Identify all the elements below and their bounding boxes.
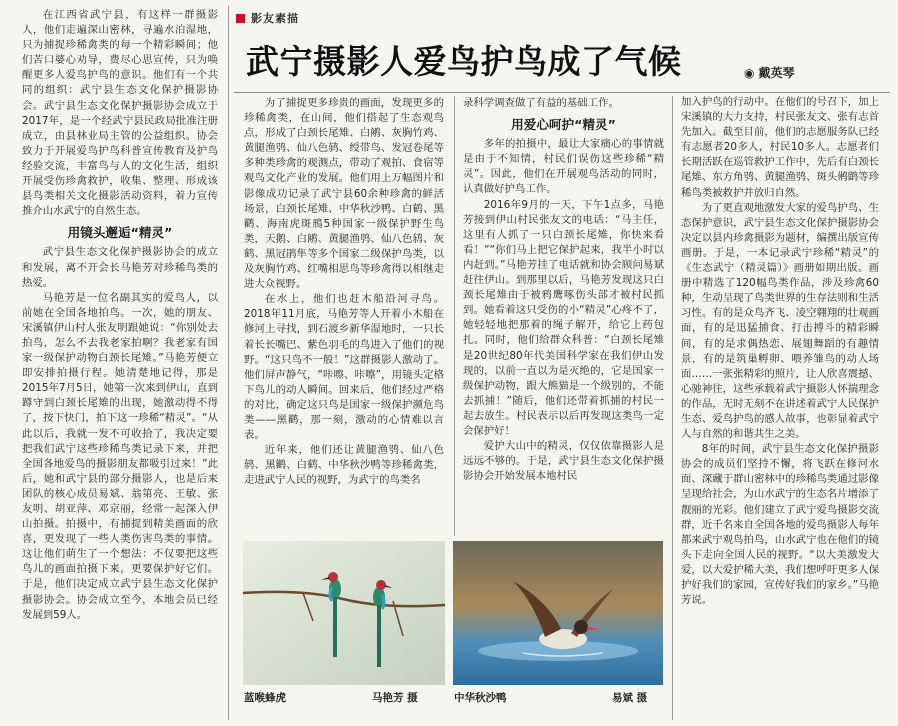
paragraph: 多年的拍摄中，最让大家痛心的事情就是由于不知情，村民们误伤这些珍稀“精灵”。因此，他们在开展观鸟活动的同时，认真做好护鸟工作。 (463, 138, 664, 196)
paragraph: 为了更直观地激发大家的爱鸟护鸟、生态保护意识，武宁县生态文化保护摄影协会决定以县内珍禽摄影为题材，编撰出版宣传画册。于是，一本记录武宁珍稀“精灵”的《生态武宁（精灵篇）》画册如期出版。画册中精选了120幅鸟类作品，涉及珍禽60种，生动呈现了鸟类世界的生存法则和生活习性。有的是众鸟齐飞、凌空翱翔的壮观画面，有的是迅猛捕食、打击搏斗的精彩瞬间，有的是求偶热恋、展翅舞蹈的有趣情景，有的是筑巢孵卵、喂养雏鸟的动人场面……一张张精彩的照片，让人欣喜震撼、心驰神往，这些承载着武宁摄影人怀揣理念的作品，无时无刻不在讲述着武宁人民保护生态、爱鸟护鸟的感人故事，也彰显着武宁人与自然的和谐共生之美。 (681, 201, 879, 441)
article-column-2 (244, 96, 444, 488)
section-tag-label: 影友素描 (251, 12, 299, 25)
paragraph: 录科学调查做了有益的基础工作。 (463, 97, 619, 109)
column-divider-3 (672, 96, 673, 720)
photo-merganser (453, 541, 663, 685)
subheading-care: 用爱心呵护“精灵” (511, 117, 616, 133)
photo-caption-merganser: 中华秋沙鸭 (454, 692, 507, 704)
column-divider-2 (454, 96, 455, 536)
section-tag (236, 10, 299, 26)
paragraph: 爱护大山中的精灵，仅仅依靠摄影人是远远不够的。于是，武宁县生态文化保护摄影协会开始发展本地村民 (463, 440, 664, 483)
paragraph: 8年的时间，武宁县生态文化保护摄影协会的成员们坚持不懈，将飞跃在修河水面、深藏于群山密林中的珍稀鸟类通过影像呈现给社会，为山水武宁的生态名片增添了靓丽的光彩。他们建立了武宁爱鸟摄影交流群，近千名来自全国各地的爱鸟摄影人每年都来武宁观鸟拍鸟，山水武宁也在他们的镜头下走向全国人民的视野。“以大美激发大爱，以大爱护稀大美，我们想呼吁更多人保护好我们的家园，宣传好我们的家乡。”马艳芳说。 (681, 443, 879, 607)
column-divider-1 (228, 6, 229, 720)
article-column-4 (681, 95, 879, 608)
photo-credit-bee-eaters: 马艳芳 摄 (372, 692, 418, 704)
paragraph: 加入护鸟的行动中。在他们的号召下，加上宋溪镇的大力支持，村民张友文、张有志首先加入。截至目前，他们的志愿服务队已经有志愿者20多人，村民10多人。志愿者们长期活跃在巡管救护工作中，先后有白颈长尾雉、东方角鸮、黄腿渔鸮、斑头鸺鹠等珍稀鸟类被救护并放归自然。 (681, 96, 879, 199)
byline (744, 64, 795, 81)
article-column-1 (22, 8, 218, 623)
byline-mark-icon: ◉ (744, 65, 755, 80)
merganser-illustration (453, 541, 663, 685)
subheading-lens: 用镜头邂逅“精灵” (67, 225, 173, 241)
section-tag-square-icon (236, 14, 245, 23)
photo-caption-bee-eaters: 蓝喉蜂虎 (244, 692, 286, 704)
paragraph: 2016年9月的一天，下午1点多，马艳芳接到伊山村民张友文的电话：“马主任，这里有人抓了一只白颈长尾雉，你快来看看！”“你们马上把它保护起来，我半小时以内赶到。”马艳芳挂了电话就和协会顾问易斌赶往伊山。到那里以后，马艳芳发现这只白颈长尾雉由于被鸦鹰啄伤头部才被村民抓到。她看着这只受伤的小“精灵”心疼不了，她轻轻地把那着的绳子解开，给它上药包扎。同时，他们给群众科普：“白颈长尾雉是20世纪80年代美国科学家在我们伊山发现的，以前一直以为是灭绝的，它是国家一级保护动物，跟大熊猫是一个级别的，不能去抓捕！”随后，他们还带着抓捕的村民一起去放生。村民表示以后再发现这类鸟一定会保护好！ (463, 198, 664, 437)
article-column-3 (463, 96, 664, 484)
paragraph: 马艳芳是一位名副其实的爱鸟人，以前她在全国各地拍鸟。一次，她的朋友、宋溪镇伊山村人张友明跟她说：“你别处去拍鸟，怎么不去我老家拍啊？我老家有国家一级保护动物白颈长尾雉。”马艳芳便立即安排拍摄行程。她清楚地记得，那是2015年7月5日，她第一次来到伊山，直到蹲守到白颈长尾雉的出现，她激动得不得了，按下快门，拍下这一珍稀“精灵”。“从此以后，我就一发不可收拾了，我决定要把我们武宁这些珍稀鸟类记录下来，并把全国各地爱鸟的摄影朋友都吸引过来！”此后，她和武宁县的部分摄影人，也是后来团队的核心成员易斌、翁第亮、王敏、张友明、胡亚萍、邓京丽，经常一起深入伊山拍摄。拍摄中，有捕捉到精美画面的欣喜，更发现了一些人类伤害鸟类的事情。这让他们萌生了一个想法：不仅要把这些鸟儿的画面拍摄下来，更要保护好它们。于是，他们决定成立武宁县生态文化保护摄影协会。协会成立至今，本地会员已经发展到59人。 (22, 291, 218, 621)
paragraph: 在水上，他们也赶木船沿河寻鸟。2018年11月底，马艳芳等人开着小木船在修河上寻找，到石渡乡新华湿地时，一只长着长长嘴巴、紫色羽毛的鸟进入了他们的视野。“这只鸟不一般！”这群摄影人激动了。他们屏声静气，“咔嚓、咔嚓”，用镜头定格下鸟儿的动人瞬间。回来后，他们经过严格的对比，确定这只鸟是国家一级保护濒危鸟类——黑鹳，那一刻，激动的心情难以言表。 (244, 293, 444, 442)
paragraph: 近年来，他们还让黄腿渔鸮、仙八色鸫、黑鹳、白鹤、中华秋沙鸭等珍稀禽类，走进武宁人民的视野，为武宁的鸟类名 (244, 444, 444, 487)
headline: 武宁摄影人爱鸟护鸟成了气候 (246, 42, 682, 81)
bee-eater-illustration (243, 541, 445, 685)
photo-credit-merganser: 易斌 摄 (612, 692, 648, 704)
paragraph: 为了捕捉更多珍贵的画面，发现更多的珍稀禽类，在山间，他们搭起了生态观鸟点，形成了白颈长尾雉、白鹇、灰胸竹鸡、黄腿渔鸮、仙八色鸫、绶带鸟、发冠卷尾等多种类珍禽的观测点，带动了观拍、食宿等观鸟文化产业的发展。他们用上万幅图片和影像成功记录了武宁县60余种珍禽的鲜活场景，白颈长尾雉、中华秋沙鸭、白鹤、黑鹳、海南虎斑鳽5种国家一级保护野生鸟类，天鹅、白鹇、黄腿渔鸮、仙八色鸫、灰鹤、黑冠鹃隼等多个国家二级保护鸟类，以及灰胸竹鸡、红嘴相思鸟等珍禽得以相继走进大众视野。 (244, 97, 444, 291)
byline-author: 戴英琴 (758, 66, 795, 80)
photo-bee-eaters (243, 541, 445, 685)
paragraph: 在江西省武宁县，有这样一群摄影人，他们走遍深山密林，寻遍水泊湿地，只为捕捉珍稀禽类的每一个精彩瞬间；他们苦口婆心劝导，费尽心思宣传，只为唤醒更多人爱鸟护鸟的意识。他们有一个共同的组织：武宁县生态文化保护摄影协会。武宁县生态文化保护摄影协会成立于2017年，是一个经武宁县民政局批准注册成立，由县林业局主管的公益组织。协会致力于开展爱鸟护鸟科普宣传教育及护鸟经验交流，丰富鸟与人的文化生活，组织开展受伤珍禽救护，收集、整理、形成该县鸟类相关文化摄影活动资料，着力宣传推介山水武宁的自然生态。 (22, 9, 218, 218)
header-divider (234, 92, 890, 93)
paragraph: 武宁县生态文化保护摄影协会的成立和发展，离不开会长马艳芳对珍稀鸟类的热爱。 (22, 246, 218, 289)
